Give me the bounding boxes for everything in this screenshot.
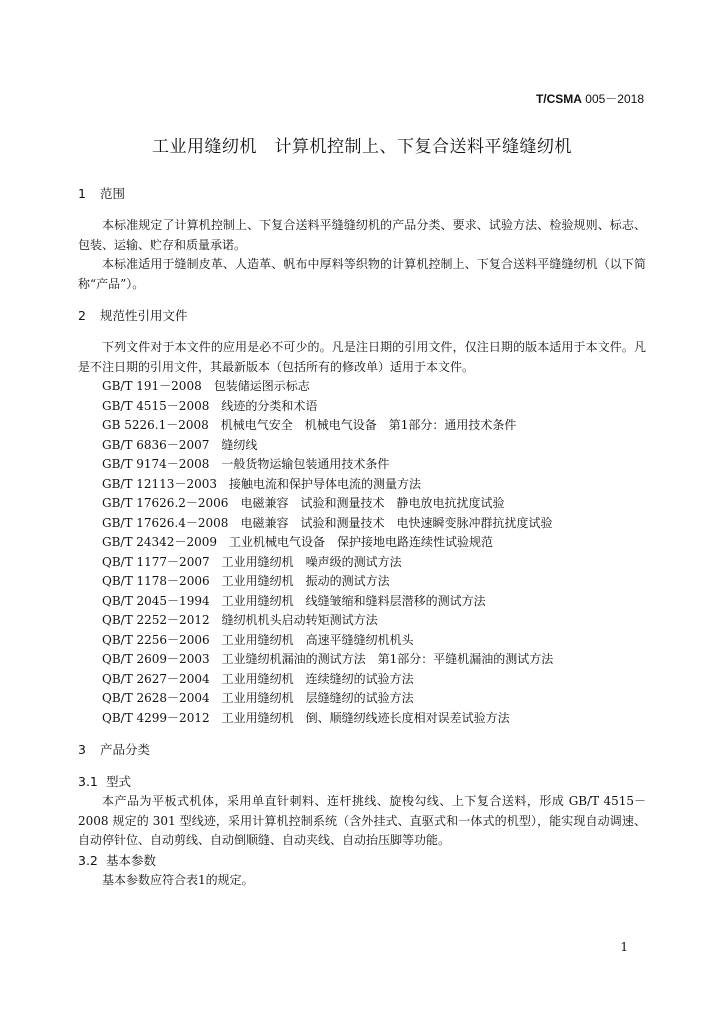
- reference-name: 工业机械电气设备 保护接地电路连续性试验规范: [228, 535, 493, 549]
- reference-item: [78, 631, 646, 651]
- reference-code: GB 5226.1－2008: [102, 418, 209, 432]
- reference-code: QB/T 2252－2012: [102, 613, 210, 627]
- reference-code: GB/T 191－2008: [102, 379, 202, 393]
- reference-item: [78, 709, 646, 729]
- reference-name: 包装储运图示标志: [213, 379, 310, 393]
- reference-item: [78, 592, 646, 612]
- reference-item: [78, 533, 646, 553]
- reference-code: GB/T 6836－2007: [102, 437, 210, 452]
- reference-name: 机械电气安全 机械电气设备 第1部分：通用技术条件: [220, 418, 517, 432]
- subsection-3-1-heading: [78, 772, 646, 792]
- reference-name: 工业用缝纫机 连续缝纫的试验方法: [221, 671, 414, 686]
- reference-name: 工业用缝纫机 振动的测试方法: [221, 574, 390, 588]
- reference-item: [78, 572, 646, 592]
- reference-name: 线迹的分类和术语: [221, 398, 318, 413]
- reference-name: 工业用缝纫机 倒、顺缝纫线迹长度相对误差试验方法: [221, 710, 510, 725]
- reference-name: 一般货物运输包装通用技术条件: [221, 457, 390, 471]
- reference-item: [78, 475, 646, 495]
- subsection-3-1-paragraph: 本产品为平板式机体，采用单直针刺料、连杆挑线、旋梭勾线、上下复合送料，形成 GB/T 4515－2008 规定的 301 型线迹，采用计算机控制系统（含外挂式、直驱式和一体式的机型），能实现自动调速、自动停针位、自动剪线、自动倒顺缝、自动夹线、自动抬压脚等功能。: [78, 794, 646, 847]
- reference-item: [78, 416, 646, 436]
- reference-code: GB/T 17626.4－2008: [102, 515, 229, 530]
- section-number: 2: [78, 308, 86, 323]
- reference-item: [78, 397, 646, 417]
- reference-item: [78, 455, 646, 475]
- reference-code: QB/T 2609－2003: [102, 652, 210, 666]
- subsection-number: 3.2: [78, 852, 98, 868]
- reference-item: [78, 650, 646, 670]
- subsection-title: 基本参数: [106, 852, 157, 868]
- section-2-intro: 下列文件对于本文件的应用是必不可少的。凡是注日期的引用文件，仅注日期的版本适用于本文件。凡是不注日期的引用文件，其最新版本（包括所有的修改单）适用于本文件。: [78, 340, 646, 374]
- standard-number: [536, 90, 644, 107]
- reference-code: QB/T 1177－2007: [102, 554, 210, 569]
- subsection-title: 型式: [106, 774, 132, 789]
- reference-name: 缝纫机机头启动转矩测试方法: [221, 613, 378, 627]
- reference-name: 接触电流和保护导体电流的测量方法: [228, 476, 421, 491]
- subsection-3-2-heading: [78, 851, 646, 871]
- reference-name: 缝纫线: [221, 437, 258, 452]
- reference-code: QB/T 2627－2004: [102, 671, 210, 686]
- reference-item: [78, 436, 646, 456]
- reference-code: GB/T 9174－2008: [102, 457, 210, 471]
- reference-list: [78, 377, 646, 728]
- reference-item: [78, 553, 646, 573]
- reference-name: 工业缝纫机漏油的测试方法 第1部分：平缝机漏油的测试方法: [221, 652, 554, 666]
- reference-code: GB/T 12113－2003: [102, 476, 217, 491]
- standard-prefix: T/CSMA: [535, 92, 582, 106]
- section-1-paragraph-1: 本标准规定了计算机控制上、下复合送料平缝缝纫机的产品分类、要求、试验方法、检验规则、标志、包装、运输、贮存和质量承诺。: [78, 218, 646, 252]
- reference-name: 电磁兼容 试验和测量技术 静电放电抗扰度试验: [240, 496, 505, 510]
- subsection-number: 3.1: [78, 774, 98, 789]
- reference-name: 工业用缝纫机 噪声级的测试方法: [221, 554, 402, 569]
- section-3-heading: [78, 740, 646, 760]
- section-title: 范围: [100, 186, 126, 201]
- reference-code: GB/T 24342－2009: [102, 535, 217, 549]
- subsection-3-2-paragraph: 基本参数应符合表1的规定。: [102, 872, 254, 887]
- page-number: 1: [620, 940, 628, 954]
- section-number: 1: [78, 186, 86, 201]
- reference-name: 电磁兼容 试验和测量技术 电快速瞬变脉冲群抗扰度试验: [240, 515, 553, 530]
- reference-name: 工业用缝纫机 层缝缝纫的试验方法: [221, 691, 414, 705]
- reference-code: QB/T 2628－2004: [102, 691, 210, 705]
- reference-item: [78, 494, 646, 514]
- reference-item: [78, 377, 646, 397]
- reference-code: QB/T 1178－2006: [102, 574, 210, 588]
- reference-code: GB/T 17626.2－2006: [102, 496, 229, 510]
- reference-code: GB/T 4515－2008: [102, 398, 210, 413]
- section-1-heading: [78, 184, 646, 204]
- reference-name: 工业用缝纫机 高速平缝缝纫机机头: [221, 632, 414, 647]
- reference-code: QB/T 4299－2012: [102, 710, 210, 725]
- section-2-heading: [78, 306, 646, 326]
- reference-item: [78, 689, 646, 709]
- section-1-paragraph-2: 本标准适用于缝制皮革、人造革、帆布中厚料等织物的计算机控制上、下复合送料平缝缝纫机（以下简称“产品”）。: [78, 257, 646, 291]
- document-title: 工业用缝纫机 计算机控制上、下复合送料平缝缝纫机: [152, 137, 572, 157]
- document-body: [78, 184, 646, 890]
- section-number: 3: [78, 742, 86, 757]
- reference-code: QB/T 2045－1994: [102, 593, 210, 608]
- reference-name: 工业用缝纫机 线缝皱缩和缝料层潜移的测试方法: [221, 593, 486, 608]
- reference-item: [78, 670, 646, 690]
- section-title: 产品分类: [100, 742, 151, 757]
- reference-item: [78, 514, 646, 534]
- reference-code: QB/T 2256－2006: [102, 632, 210, 647]
- section-title: 规范性引用文件: [100, 308, 188, 323]
- reference-item: [78, 611, 646, 631]
- standard-suffix: 005－2018: [581, 92, 644, 106]
